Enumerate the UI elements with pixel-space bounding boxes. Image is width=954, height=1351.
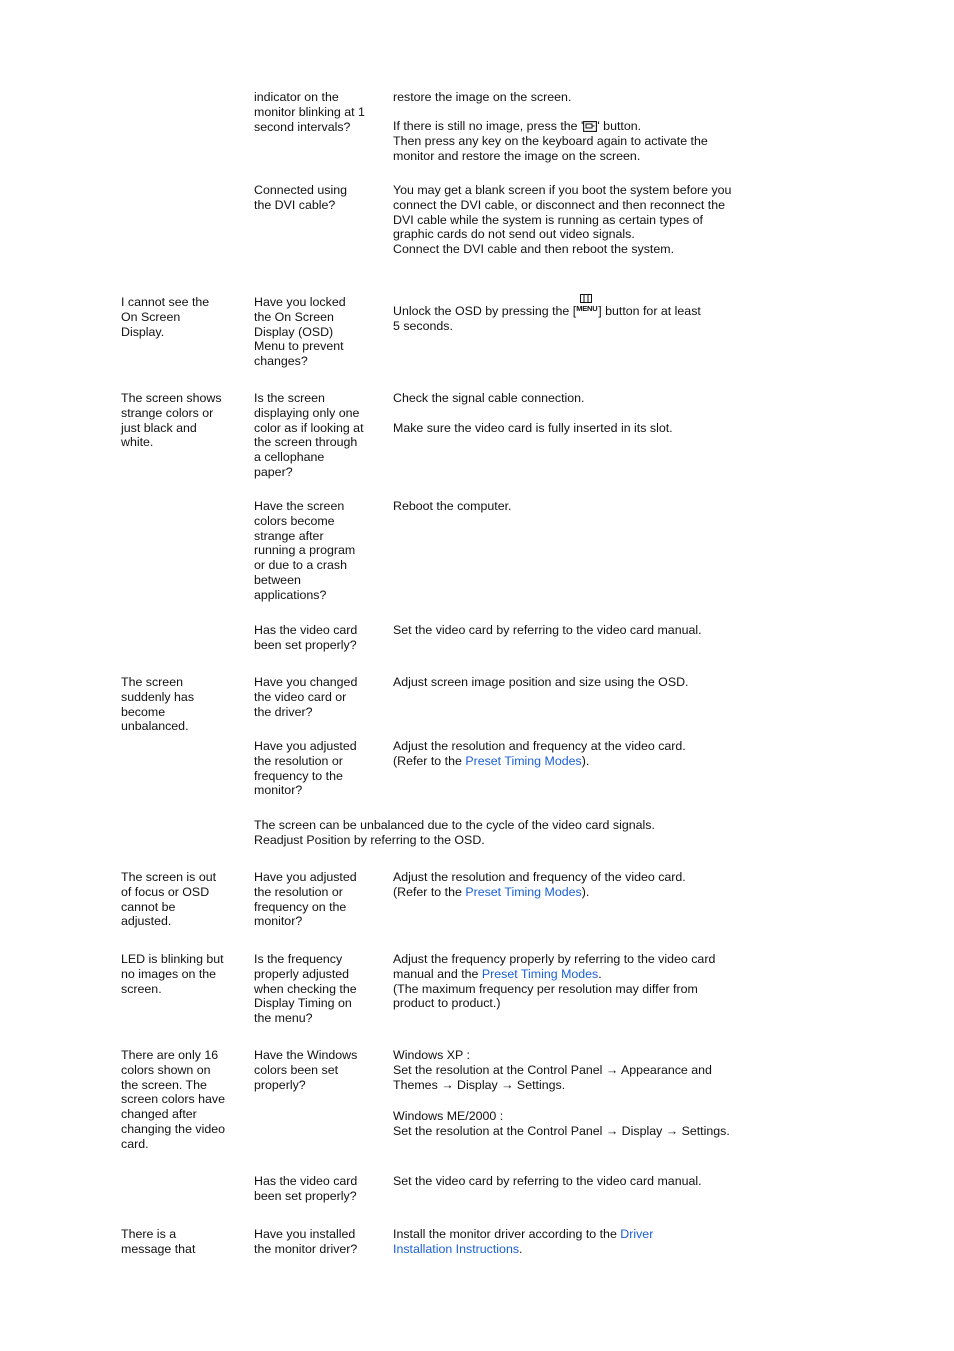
problem-osd: I cannot see the On Screen Display.	[121, 295, 210, 339]
problem-out-of-focus: The screen is out of focus or OSD cannot be adjusted.	[121, 870, 217, 929]
question-colors-after-crash: Have the screen colors become strange after running a program or due to a crash between applications?	[254, 499, 356, 602]
answer-check-cable: Check the signal cable connection.	[393, 391, 585, 405]
question-frequency-adjusted: Is the frequency properly adjusted when checking the Display Timing on the menu?	[254, 952, 357, 1026]
question-windows-colors: Have the Windows colors been set properly?	[254, 1048, 358, 1092]
answer-dvi-cable: You may get a blank screen if you boot the system before you connect the DVI cable, or disconnect and then reconnect the DVI cable while the system is running as certain types of graphic cards do not send out video signals. Connect the DVI cable and then reboot the system.	[393, 183, 732, 257]
link-preset-timing-modes[interactable]: Preset Timing Modes	[465, 884, 582, 899]
answer-adjust-resolution-focus: Adjust the resolution and frequency of the video card. (Refer to the Preset Timing Modes).	[393, 870, 686, 899]
note-unbalanced: The screen can be unbalanced due to the cycle of the video card signals. Readjust Position by referring to the OSD.	[254, 818, 655, 847]
question-one-color: Is the screen displaying only one color as if looking at the screen through a cellophane paper?	[254, 391, 364, 479]
answer-video-card-manual-2: Set the video card by referring to the video card manual.	[393, 1174, 702, 1188]
answer-adjust-resolution: Adjust the resolution and frequency at the video card. (Refer to the Preset Timing Modes).	[393, 739, 686, 768]
question-adjusted-resolution: Have you adjusted the resolution or frequency to the monitor?	[254, 739, 357, 798]
menu-button-icon: MENU	[576, 302, 598, 316]
question-blinking-indicator: indicator on the monitor blinking at 1 second intervals?	[254, 90, 365, 134]
answer-video-card-inserted: Make sure the video card is fully inserted in its slot.	[393, 421, 673, 435]
answer-adjust-frequency: Adjust the frequency properly by referring to the video card manual and the Preset Timing Modes. (The maximum frequency per resolution may differ from product to product.)	[393, 952, 716, 1011]
answer-install-driver: Install the monitor driver according to the Driver Installation Instructions.	[393, 1227, 654, 1256]
answer-windows-settings: Windows XP : Set the resolution at the Control Panel → Appearance and Themes → Display → Settings. Windows ME/2000 : Set the resolution at the Control Panel → Display → Settings.	[393, 1048, 730, 1139]
answer-video-card-manual: Set the video card by referring to the video card manual.	[393, 623, 702, 637]
question-changed-video-card: Have you changed the video card or the driver?	[254, 675, 358, 719]
question-video-card-set: Has the video card been set properly?	[254, 623, 358, 652]
answer-text: ' button. Then press any key on the keyboard again to activate the monitor and restore the image on the screen.	[393, 119, 708, 163]
question-dvi-cable: Connected using the DVI cable?	[254, 183, 347, 212]
answer-unlock-osd	[393, 302, 738, 334]
link-driver-installation-instructions[interactable]: Driver Installation Instructions	[393, 1227, 654, 1256]
answer-adjust-position: Adjust screen image position and size using the OSD.	[393, 675, 689, 689]
problem-message: There is a message that	[121, 1227, 196, 1256]
answer-reboot: Reboot the computer.	[393, 499, 512, 513]
question-osd-locked: Have you locked the On Screen Display (OSD) Menu to prevent changes?	[254, 295, 346, 369]
problem-strange-colors: The screen shows strange colors or just black and white.	[121, 391, 222, 450]
question-adjusted-resolution-monitor: Have you adjusted the resolution or frequency on the monitor?	[254, 870, 357, 929]
link-preset-timing-modes[interactable]: Preset Timing Modes	[481, 966, 599, 981]
source-button-icon	[583, 121, 597, 132]
problem-led-blinking: LED is blinking but no images on the screen.	[121, 952, 224, 996]
answer-text: Unlock the OSD by pressing the [	[393, 304, 577, 318]
answer-text: ] button for at least 5 seconds.	[393, 304, 701, 333]
link-preset-timing-modes[interactable]: Preset Timing Modes	[465, 753, 582, 768]
answer-restore-image: restore the image on the screen.	[393, 90, 572, 104]
problem-unbalanced: The screen suddenly has become unbalanced.	[121, 675, 195, 734]
question-video-card-set-2: Has the video card been set properly?	[254, 1174, 358, 1203]
answer-text: If there is still no image, press the '	[393, 119, 584, 133]
question-driver-installed: Have you installed the monitor driver?	[254, 1227, 358, 1256]
problem-16-colors: There are only 16 colors shown on the screen. The screen colors have changed after changing the video card.	[121, 1048, 226, 1151]
answer-press-source-button	[393, 119, 738, 163]
